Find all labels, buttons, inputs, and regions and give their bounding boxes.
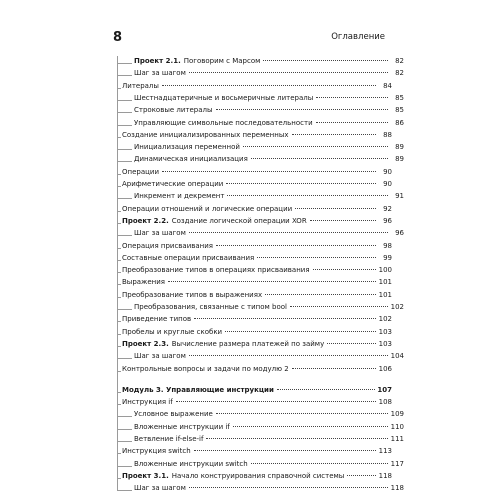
toc-entry-page: 96	[383, 216, 392, 225]
toc-entry	[118, 422, 404, 433]
toc-entry-page: 99	[383, 253, 392, 262]
page-number: 8	[113, 30, 123, 45]
dot-leader	[316, 97, 388, 98]
toc-entry-title: Начало конструирования справочной системы	[171, 471, 345, 480]
toc-entry	[118, 228, 404, 239]
dot-leader	[257, 257, 376, 258]
dot-leader	[216, 109, 388, 110]
dot-leader	[292, 368, 376, 369]
dot-leader	[316, 122, 388, 123]
toc-entry-page: 88	[383, 130, 392, 139]
toc-entry-title: Модуль 3. Управляющие инструкции	[122, 385, 274, 394]
toc-entry-page: 108	[378, 398, 392, 407]
dot-leader	[227, 195, 388, 196]
dot-leader	[189, 487, 388, 488]
toc-entry-page: 91	[395, 192, 404, 201]
toc-entry-page: 92	[383, 204, 392, 213]
toc-entry	[118, 364, 392, 375]
toc-entry-title: Преобразования, связанные с типом bool	[134, 303, 287, 311]
dot-leader	[194, 450, 376, 451]
dot-leader	[216, 245, 376, 246]
toc-entry	[118, 253, 392, 264]
toc-entry	[118, 327, 392, 338]
toc-entry-title: Преобразование типов в операциях присваивания	[122, 266, 310, 275]
toc-project-label: Проект 2.2.	[122, 216, 169, 225]
toc-entry	[118, 290, 392, 301]
toc-entry-page: 111	[390, 435, 404, 443]
dot-leader	[225, 331, 376, 332]
toc-entry-page: 85	[395, 106, 404, 115]
toc-entry-title: Динамическая инициализация	[134, 155, 248, 164]
toc-entry	[118, 216, 392, 227]
toc-entry	[118, 154, 404, 165]
toc-entry	[118, 179, 392, 190]
toc-entry	[118, 142, 404, 153]
dot-leader	[226, 183, 376, 184]
toc-entry-page: 85	[395, 93, 404, 102]
toc-entry-title: Шаг за шагом	[134, 484, 186, 493]
toc-entry	[118, 314, 392, 325]
dot-leader	[189, 232, 388, 233]
toc-entry-title: Пробелы и круглые скобки	[122, 327, 223, 336]
dot-leader	[168, 281, 376, 282]
toc-entry-title: Операции	[122, 167, 159, 176]
dot-leader	[189, 72, 388, 73]
toc-entry-title: Вычисление размера платежей по займу	[171, 339, 325, 348]
dot-leader	[292, 134, 377, 135]
toc-entry-page: 107	[377, 385, 392, 394]
toc-entry-title: Приведение типов	[122, 315, 192, 324]
toc-entry	[118, 118, 404, 129]
toc-entry-page: 106	[378, 364, 392, 373]
toc-entry-page: 113	[378, 447, 392, 456]
toc-entry-title: Инструкция if	[122, 398, 173, 407]
toc-entry-title: Условное выражение	[134, 410, 213, 419]
toc-entry-title: Контрольные вопросы и задачи по модулю 2	[122, 364, 289, 373]
toc-project-label: Проект 2.3.	[122, 339, 169, 348]
toc-entry-page: 90	[383, 180, 392, 188]
toc-entry-page: 98	[383, 241, 392, 250]
toc-entry-title: Литералы	[122, 81, 159, 90]
dot-leader	[194, 318, 376, 319]
toc-entry-title: Вложенные инструкции if	[134, 422, 230, 431]
toc-entry-title: Инструкция switch	[122, 447, 191, 456]
toc-entry-title: Шаг за шагом	[134, 229, 186, 238]
dot-leader	[347, 475, 376, 476]
toc-entry-page: 104	[390, 352, 404, 361]
toc-entry-page: 89	[395, 155, 404, 164]
toc-entry	[118, 446, 392, 457]
dot-leader	[189, 355, 388, 356]
toc-entry	[118, 339, 392, 350]
dot-leader	[243, 146, 388, 147]
toc-entry-title: Составные операции присваивания	[122, 253, 255, 262]
dot-leader	[327, 343, 376, 344]
toc-entry	[118, 241, 392, 252]
toc-entry	[118, 385, 392, 396]
toc-entry-page: 86	[395, 118, 404, 127]
toc-entry-title: Шаг за шагом	[134, 352, 186, 361]
toc-entry-title: Шаг за шагом	[134, 69, 186, 78]
dot-leader	[290, 306, 388, 307]
toc-entry-page: 82	[395, 69, 404, 78]
toc-entry	[118, 351, 404, 362]
toc-entry-title: Управляющие символьные последовательности	[134, 118, 313, 127]
running-head: Оглавление	[331, 32, 385, 42]
toc-entry-page: 109	[390, 410, 404, 419]
toc-entry	[118, 302, 404, 313]
dot-leader	[216, 413, 388, 414]
toc-entry-title: Создание логической операции XOR	[171, 216, 307, 225]
dot-leader	[162, 85, 376, 86]
toc-entry	[118, 265, 392, 276]
toc-entry	[118, 105, 404, 116]
toc-entry-title: Создание инициализированных переменных	[122, 130, 289, 139]
toc-entry-title: Выражения	[122, 278, 166, 287]
dot-leader	[251, 158, 388, 159]
toc-entry	[118, 434, 404, 445]
toc-entry-page: 103	[378, 339, 392, 348]
toc-entry-page: 117	[390, 459, 404, 468]
toc-entry	[118, 397, 392, 408]
toc-entry	[118, 277, 392, 288]
toc-entry-title: Преобразование типов в выражениях	[122, 290, 263, 299]
toc-entry-page: 82	[395, 57, 404, 65]
dot-leader	[263, 60, 388, 61]
dot-leader	[162, 171, 376, 172]
toc-entry-title: Инкремент и декремент	[134, 192, 225, 201]
toc-project-label: Проект 3.1.	[122, 471, 169, 480]
toc-entry-page: 118	[378, 471, 392, 480]
toc-entry	[118, 56, 404, 67]
toc-entry	[118, 167, 392, 178]
toc-entry-title: Строковые литералы	[134, 106, 213, 115]
dot-leader	[277, 389, 376, 390]
toc-entry-title: Вложенные инструкции switch	[134, 459, 248, 468]
toc-entry-title: Шестнадцатеричные и восьмеричные литералы	[134, 93, 314, 102]
toc-entry-page: 102	[378, 315, 392, 324]
toc-entry-page: 100	[378, 266, 392, 275]
dot-leader	[313, 269, 376, 270]
toc-entry-page: 84	[383, 81, 392, 90]
dot-leader	[295, 208, 376, 209]
toc-entry-page: 89	[395, 143, 404, 152]
toc-entry	[118, 130, 392, 141]
toc-entry-title: Поговорим с Марсом	[183, 57, 261, 65]
toc-entry-page: 103	[378, 327, 392, 336]
toc-entry	[118, 483, 404, 494]
toc-entry-title: Инициализация переменной	[134, 143, 240, 152]
toc-entry-title: Арифметические операции	[122, 180, 224, 188]
toc-entry-page: 118	[390, 484, 404, 493]
toc-entry-title: Ветвление if-else-if	[134, 435, 204, 443]
dot-leader	[251, 463, 388, 464]
toc-entry-page: 90	[383, 167, 392, 176]
dot-leader	[176, 401, 376, 402]
dot-leader	[310, 220, 376, 221]
toc-entry	[118, 68, 404, 79]
toc-project-label: Проект 2.1.	[134, 57, 181, 65]
dot-leader	[206, 438, 388, 439]
toc-entry	[118, 81, 392, 92]
toc-entry	[118, 93, 404, 104]
toc-entry	[118, 459, 404, 470]
toc-entry-title: Операции отношений и логические операции	[122, 204, 293, 213]
toc-entry-page: 101	[378, 278, 392, 287]
toc-entry-page: 96	[395, 229, 404, 238]
toc-entry-page: 102	[390, 303, 404, 311]
toc-entry-page: 101	[378, 290, 392, 299]
dot-leader	[233, 426, 388, 427]
toc-entry	[118, 191, 404, 202]
toc-entry-page: 110	[390, 422, 404, 431]
toc-entry-title: Операция присваивания	[122, 241, 214, 250]
toc-entry	[118, 471, 392, 482]
table-of-contents	[117, 56, 404, 493]
toc-entry	[118, 409, 404, 420]
toc-entry	[118, 204, 392, 215]
dot-leader	[265, 294, 376, 295]
